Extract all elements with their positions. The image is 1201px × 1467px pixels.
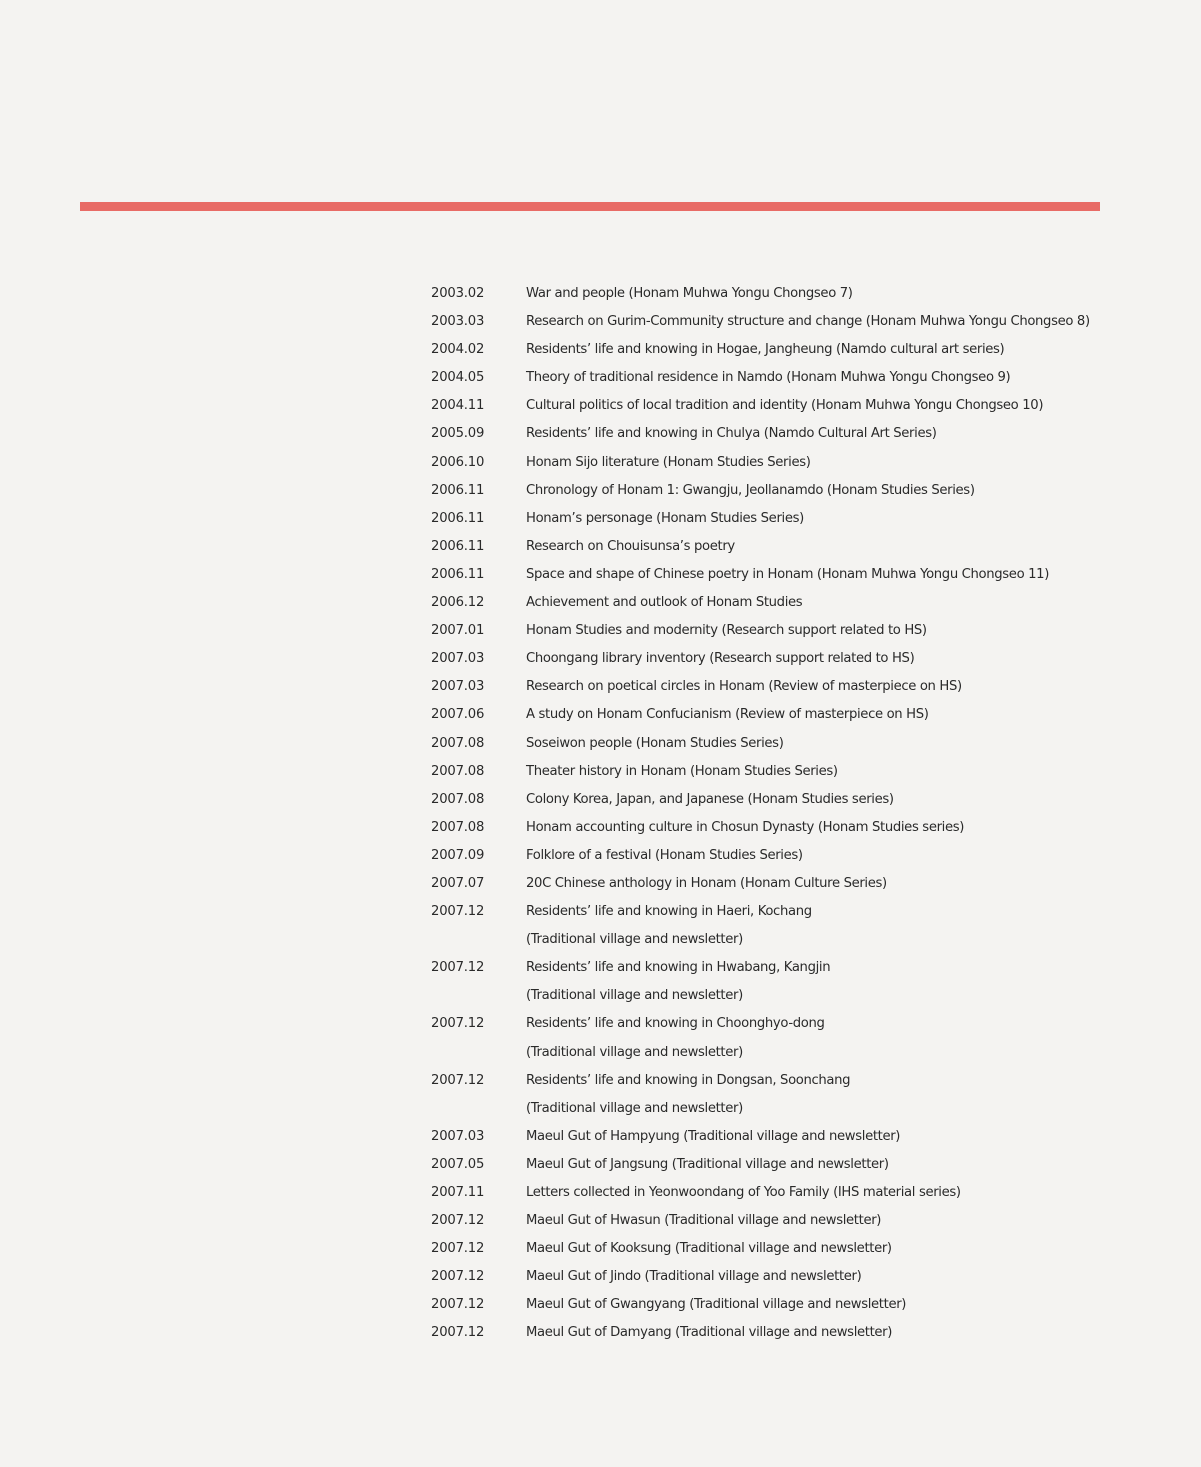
list-item [431, 308, 1111, 336]
list-item [431, 814, 1111, 842]
list-item [431, 1151, 1111, 1179]
publication-date: 2005.09 [431, 426, 485, 442]
publication-date: 2003.03 [431, 314, 485, 330]
publication-date: 2007.12 [431, 1269, 485, 1285]
publication-date: 2007.12 [431, 1213, 485, 1229]
publication-title [526, 898, 1111, 954]
publication-date: 2007.08 [431, 763, 485, 779]
publication-title [526, 1235, 1111, 1263]
list-item [431, 870, 1111, 898]
publication-date: 2007.03 [431, 1128, 485, 1144]
publication-title [526, 617, 1111, 645]
publication-title-line: Soseiwon people (Honam Studies Series) [526, 735, 784, 751]
publication-title-line: Residents’ life and knowing in Hogae, Jangheung (Namdo cultural art series) [526, 342, 1005, 358]
publication-title-line: War and people (Honam Muhwa Yongu Chongseo 7) [526, 286, 853, 301]
publication-date: 2007.12 [431, 904, 485, 920]
publication-title [526, 561, 1111, 589]
publication-date: 2007.11 [431, 1185, 485, 1200]
list-item [431, 645, 1111, 673]
publication-title-line: Maeul Gut of Kooksung (Traditional village and newsletter) [526, 1241, 892, 1257]
list-item [431, 561, 1111, 589]
publication-date: 2007.08 [431, 791, 485, 807]
publication-title [526, 280, 1111, 308]
publication-date: 2006.11 [431, 538, 485, 554]
list-item [431, 477, 1111, 505]
list-item [431, 1179, 1111, 1207]
publication-title [526, 1179, 1111, 1207]
publication-title-line: Residents’ life and knowing in Haeri, Kochang [526, 904, 812, 920]
list-item [431, 589, 1111, 617]
publication-title-line: Residents’ life and knowing in Choonghyo-dong [526, 1016, 825, 1032]
publication-title [526, 1010, 1111, 1066]
publication-list [431, 280, 1111, 1348]
publication-date: 2007.03 [431, 679, 485, 695]
publication-title-line: (Traditional village and newsletter) [526, 1100, 743, 1116]
publication-date: 2007.06 [431, 707, 485, 723]
publication-title-line: (Traditional village and newsletter) [526, 988, 743, 1004]
publication-title [526, 1151, 1111, 1179]
publication-title [526, 758, 1111, 786]
list-item [431, 336, 1111, 364]
publication-title-line: Colony Korea, Japan, and Japanese (Honam Studies series) [526, 791, 894, 807]
publication-title-line: Maeul Gut of Jindo (Traditional village and newsletter) [526, 1269, 862, 1285]
list-item [431, 617, 1111, 645]
publication-title [526, 870, 1111, 898]
list-item [431, 842, 1111, 870]
publication-title [526, 533, 1111, 561]
list-item [431, 701, 1111, 729]
publication-title-line: Maeul Gut of Gwangyang (Traditional village and newsletter) [526, 1297, 907, 1313]
publication-title [526, 673, 1111, 701]
publication-title-line: Residents’ life and knowing in Chulya (Namdo Cultural Art Series) [526, 426, 937, 442]
publication-title [526, 814, 1111, 842]
publication-date: 2006.10 [431, 454, 485, 470]
list-item [431, 1263, 1111, 1291]
publication-title-line: Letters collected in Yeonwoondang of Yoo Family (IHS material series) [526, 1185, 961, 1200]
publication-title-line: Honam accounting culture in Chosun Dynasty (Honam Studies series) [526, 819, 965, 835]
publication-date: 2006.12 [431, 595, 485, 611]
publication-title-line: Residents’ life and knowing in Dongsan, Soonchang [526, 1072, 851, 1088]
list-item [431, 1010, 1111, 1066]
publication-date: 2004.02 [431, 342, 485, 358]
publication-date: 2007.05 [431, 1156, 485, 1172]
list-item [431, 1207, 1111, 1235]
publication-date: 2007.12 [431, 1016, 485, 1032]
publication-title [526, 1263, 1111, 1291]
publication-date: 2007.03 [431, 651, 485, 667]
publication-title-line: 20C Chinese anthology in Honam (Honam Culture Series) [526, 875, 887, 891]
list-item [431, 505, 1111, 533]
publication-date: 2004.05 [431, 370, 485, 386]
publication-date: 2003.02 [431, 286, 485, 301]
list-item [431, 730, 1111, 758]
publication-title-line: Theater history in Honam (Honam Studies Series) [526, 763, 838, 779]
publication-title [526, 842, 1111, 870]
publication-title-line: (Traditional village and newsletter) [526, 1044, 743, 1060]
publication-date: 2007.12 [431, 1072, 485, 1088]
publication-title-line: Space and shape of Chinese poetry in Honam (Honam Muhwa Yongu Chongseo 11) [526, 566, 1050, 582]
publication-title-line: Chronology of Honam 1: Gwangju, Jeollanamdo (Honam Studies Series) [526, 482, 975, 498]
list-item [431, 786, 1111, 814]
publication-title [526, 1123, 1111, 1151]
publication-title-line: Maeul Gut of Jangsung (Traditional village and newsletter) [526, 1156, 889, 1172]
publication-title [526, 786, 1111, 814]
publication-title [526, 449, 1111, 477]
publication-date: 2007.12 [431, 1325, 485, 1341]
publication-date: 2007.12 [431, 1297, 485, 1313]
publication-title-line: Folklore of a festival (Honam Studies Series) [526, 847, 803, 863]
publication-title [526, 1067, 1111, 1123]
publication-title-line: Honam Sijo literature (Honam Studies Series) [526, 454, 811, 470]
publication-title-line: Cultural politics of local tradition and identity (Honam Muhwa Yongu Chongseo 10) [526, 398, 1044, 414]
publication-title [526, 336, 1111, 364]
publication-date: 2007.09 [431, 847, 485, 863]
publication-title [526, 392, 1111, 420]
publication-title-line: Research on Gurim-Community structure and change (Honam Muhwa Yongu Chongseo 8) [526, 314, 1090, 330]
publication-date: 2006.11 [431, 510, 485, 526]
publication-title-line: Residents’ life and knowing in Hwabang, Kangjin [526, 960, 831, 976]
publication-title-line: Maeul Gut of Hwasun (Traditional village and newsletter) [526, 1213, 882, 1229]
list-item [431, 1123, 1111, 1151]
list-item [431, 758, 1111, 786]
publication-date: 2007.07 [431, 875, 485, 891]
publication-title [526, 730, 1111, 758]
list-item [431, 954, 1111, 1010]
publication-title [526, 1319, 1111, 1347]
publication-title-line: Research on Chouisunsa’s poetry [526, 538, 735, 554]
publication-title [526, 589, 1111, 617]
publication-date: 2007.12 [431, 1241, 485, 1257]
publication-title [526, 308, 1111, 336]
publication-title-line: Research on poetical circles in Honam (Review of masterpiece on HS) [526, 679, 962, 695]
publication-date: 2004.11 [431, 398, 485, 414]
publication-title-line: A study on Honam Confucianism (Review of masterpiece on HS) [526, 707, 929, 723]
list-item [431, 420, 1111, 448]
list-item [431, 364, 1111, 392]
publication-title-line: Maeul Gut of Damyang (Traditional village and newsletter) [526, 1325, 893, 1341]
publication-date: 2007.12 [431, 960, 485, 976]
list-item [431, 449, 1111, 477]
publication-title-line: Honam’s personage (Honam Studies Series) [526, 510, 804, 526]
publication-date: 2007.08 [431, 819, 485, 835]
publication-title [526, 1291, 1111, 1319]
publication-date: 2007.08 [431, 735, 485, 751]
publication-title-line: Honam Studies and modernity (Research support related to HS) [526, 623, 927, 639]
list-item [431, 1291, 1111, 1319]
list-item [431, 533, 1111, 561]
publication-title [526, 701, 1111, 729]
publication-title-line: (Traditional village and newsletter) [526, 932, 743, 948]
list-item [431, 673, 1111, 701]
publication-title-line: Theory of traditional residence in Namdo (Honam Muhwa Yongu Chongseo 9) [526, 370, 1011, 386]
accent-divider [80, 202, 1100, 211]
list-item [431, 280, 1111, 308]
list-item [431, 1067, 1111, 1123]
publication-title [526, 364, 1111, 392]
publication-title [526, 420, 1111, 448]
publication-title [526, 1207, 1111, 1235]
publication-title [526, 505, 1111, 533]
publication-title-line: Achievement and outlook of Honam Studies [526, 595, 803, 611]
publication-date: 2006.11 [431, 482, 485, 498]
list-item [431, 1235, 1111, 1263]
list-item [431, 1319, 1111, 1347]
publication-title [526, 954, 1111, 1010]
publication-title-line: Maeul Gut of Hampyung (Traditional village and newsletter) [526, 1128, 901, 1144]
publication-title-line: Choongang library inventory (Research support related to HS) [526, 651, 915, 667]
publication-date: 2006.11 [431, 566, 485, 582]
publication-title [526, 477, 1111, 505]
list-item [431, 392, 1111, 420]
publication-title [526, 645, 1111, 673]
list-item [431, 898, 1111, 954]
publication-date: 2007.01 [431, 623, 485, 639]
